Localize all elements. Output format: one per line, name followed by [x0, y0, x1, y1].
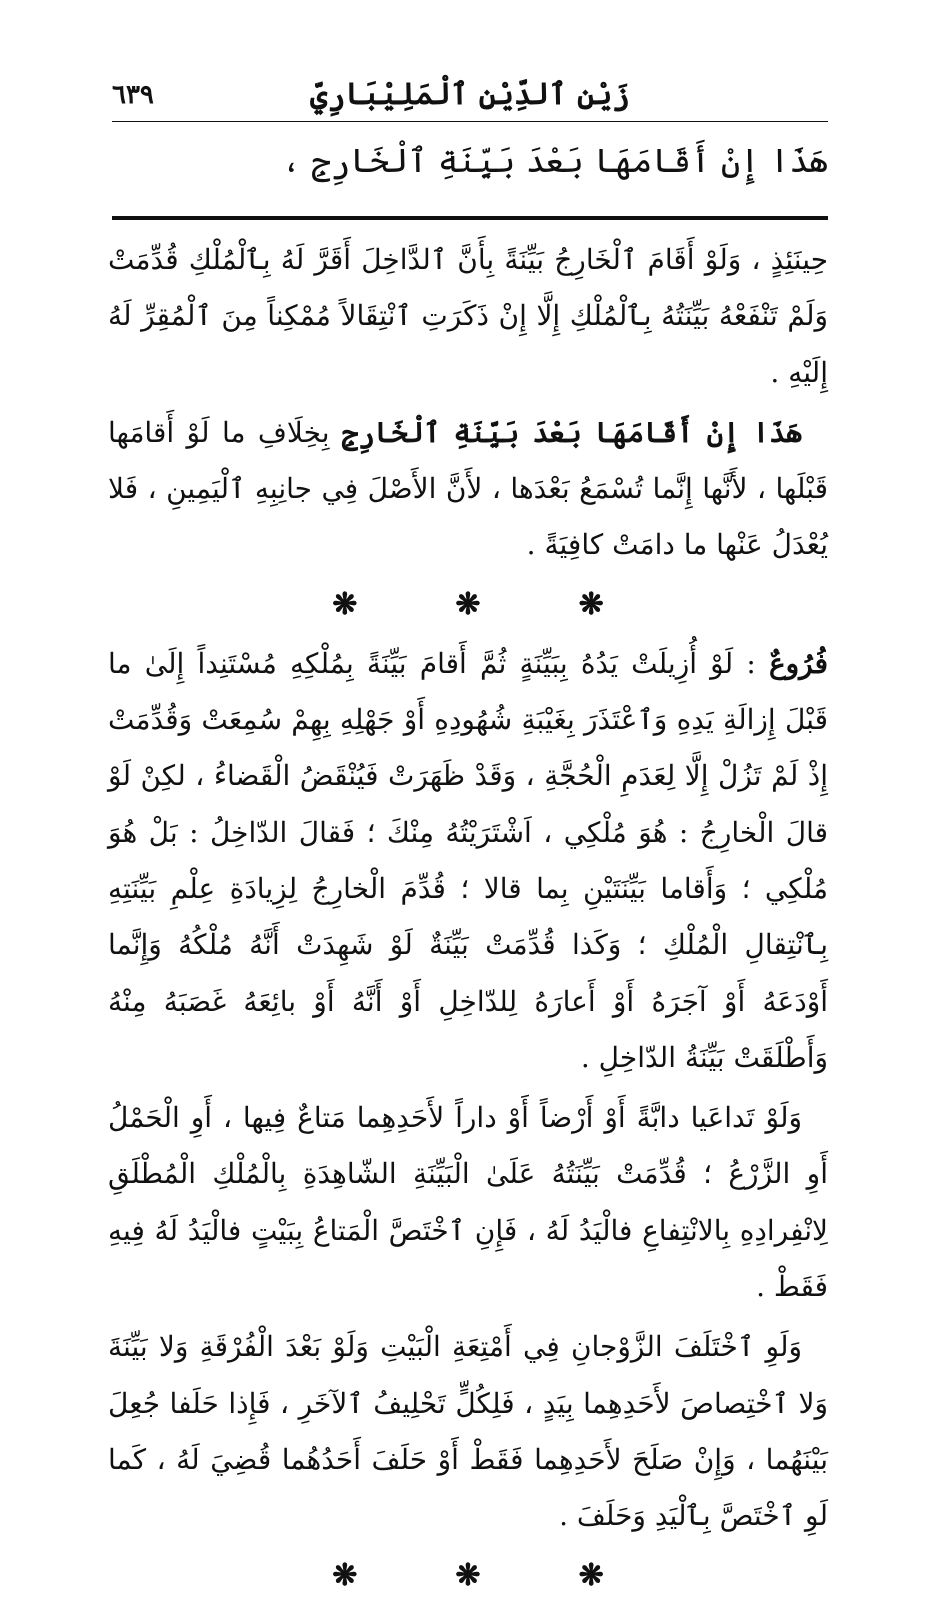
paragraph-3-text: : لَوْ أُزِيلَتْ يَدُهُ بِبَيِّنَةٍ ثُمَّ أَقامَ بَيِّنَةً بِمُلْكِهِ مُسْتَنِداً إِلَىٰ ما قَبْلَ إِزالَةِ يَدِهِ وَٱعْتَذَرَ بِغَيْبَةِ شُهُودِهِ أَوْ جَهْلِهِ بِهِمْ سُمِعَتْ وَقُدِّمَتْ إِذْ لَمْ تَزُلْ إِلَّا لِعَدَمِ الْحُجَّةِ ، وَقَدْ ظَهَرَتْ فَيُنْقَضُ الْقَضاءُ ، لكِنْ لَوْ قالَ الْخارِجُ : هُوَ مُلْكِي ، اَشْتَرَيْتُهُ مِنْكَ ؛ فَقالَ الدّاخِلُ : بَلْ هُوَ مُلْكِي ؛ وَأَقاما بَيِّنَتَيْنِ بِما قالا ؛ قُدِّمَ الْخارِجُ لِزِيادَةِ عِلْمِ بَيِّنَتِهِ بِٱنْتِقالِ الْمُلْكِ ؛ وَكَذا قُدِّمَتْ بَيِّنَةٌ لَوْ شَهِدَتْ أَنَّهُ مُلْكُهُ وَإِنَّما أَوْدَعَهُ أَوْ آجَرَهُ أَوْ أَعارَهُ لِلدّاخِلِ أَوْ أَنَّهُ أَوْ بائِعَهُ غَصَبَهُ مِنْهُ وَأَطْلَقَتْ بَيِّنَةُ الدّاخِلِ .	[108, 646, 828, 1074]
running-title: زَيْن ٱلدِّيْنِ ٱلْمَلِيْبَارِيِّ	[310, 77, 630, 112]
paragraph-2-text: بِخِلَافِ ما لَوْ أَقامَها قَبْلَها ، لأَنَّها إِنَّما تُسْمَعُ بَعْدَها ، لأَنَّ الأَصْلَ فِي جانِبِهِ ٱلْيَمِينِ ، فَلا يُعْدَلُ عَنْها ما دامَتْ كافِيَةً .	[108, 415, 828, 562]
section-separator-1	[108, 574, 828, 636]
asterism-star-icon: ❋	[455, 586, 481, 622]
asterism-star-icon: ❋	[332, 1557, 358, 1593]
paragraph-5: وَلَوِ ٱخْتَلَفَ الزَّوْجانِ فِي أَمْتِعَةِ الْبَيْتِ وَلَوْ بَعْدَ الْفُرْقَةِ وَلا بَيِّنَةَ وَلا ٱخْتِصاصَ لأَحَدِهِما بِيَدٍ ، فَلِكُلٍّ تَحْلِيفُ ٱلآخَرِ ، فَإِذا حَلَفا جُعِلَ بَيْنَهُما ، وَإِنْ صَلَحَ لأَحَدِهِما فَقَطْ أَوْ حَلَفَ أَحَدُهُما قُضِيَ لَهُ ، كَما لَوِ ٱخْتَصَّ بِٱلْيَدِ وَحَلَفَ .	[108, 1330, 828, 1533]
asterism-star-icon: ❋	[578, 1557, 604, 1593]
page-header	[112, 72, 828, 118]
section-separator-2	[108, 1545, 828, 1607]
paragraph-2	[108, 405, 828, 574]
paragraph-2-quoted-matn: هَذَا إِنْ أَقَامَهَا بَعْدَ بَيِّنَةِ ٱلْخَارِجِ	[341, 415, 802, 449]
paragraph-1: حِينَئِذٍ ، وَلَوْ أَقَامَ ٱلْخَارِجُ بَيِّنَةً بِأَنَّ ٱلدَّاخِلَ أَقَرَّ لَهُ بِٱلْمُلْكِ قُدِّمَتْ وَلَمْ تَنْفَعْهُ بَيِّنَتُهُ بِٱلْمُلْكِ إِلَّا إِنْ ذَكَرَتِ ٱنْتِقَالاً مُمْكِناً مِنَ ٱلْمُقِرِّ لَهُ إِلَيْهِ .	[108, 243, 829, 389]
header-rule	[112, 121, 828, 122]
section-heading-furu: فُرُوعٌ	[768, 646, 829, 680]
paragraph-4: وَلَوْ تَداعَيا دابَّةً أَوْ أَرْضاً أَوْ داراً لأَحَدِهِما مَتاعٌ فِيها ، أَوِ الْحَمْلُ أَوِ الزَّرْعُ ؛ قُدِّمَتْ بَيِّنَتُهُ عَلَىٰ الْبَيِّنَةِ الشّاهِدَةِ بِالْمُلْكِ الْمُطْلَقِ لِانْفِرادِهِ بِالانْتِفاعِ فالْيَدُ لَهُ ، فَإِنِ ٱخْتَصَّ الْمَتاعُ بِبَيْتٍ فالْيَدُ لَهُ فِيهِ فَقَطْ .	[108, 1101, 828, 1304]
matn-text: هَذَا إِنْ أَقَامَهَا بَعْدَ بَيِّنَةِ ٱلْخَارِجِ ،	[281, 141, 828, 180]
commentary-body	[108, 232, 828, 1607]
asterism-star-icon: ❋	[455, 1557, 481, 1593]
asterism-star-icon: ❋	[332, 586, 358, 622]
paragraph-3	[108, 636, 828, 1086]
asterism-star-icon: ❋	[578, 586, 604, 622]
page-number: ٦٣٩	[112, 80, 154, 110]
matn-separator-rule	[112, 216, 828, 220]
